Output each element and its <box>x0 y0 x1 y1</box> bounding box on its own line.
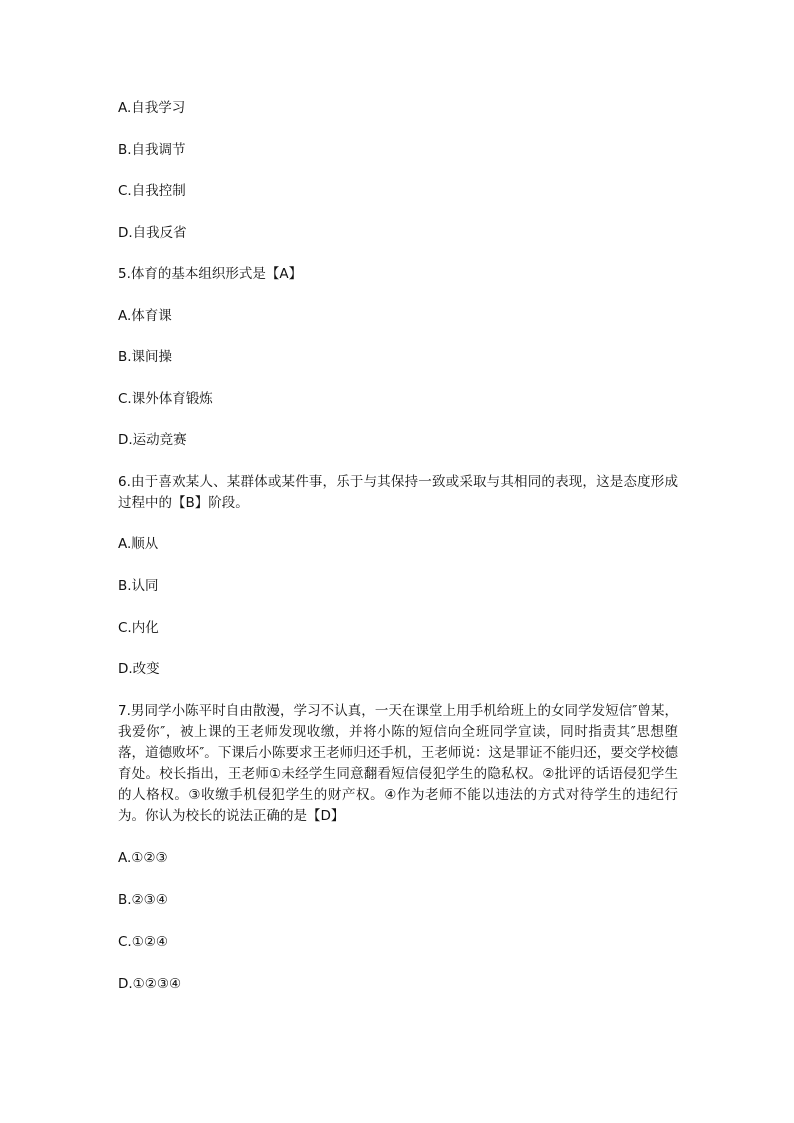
q6-option-d: D.改变 <box>118 661 160 677</box>
q6-option-c: C.内化 <box>118 620 159 636</box>
q7-option-d: D.①②③④ <box>118 976 182 992</box>
q4-option-c: C.自我控制 <box>118 183 186 199</box>
q7-option-a: A.①②③ <box>118 850 168 866</box>
q6-option-a: A.顺从 <box>118 536 159 552</box>
q7-option-b: B.②③④ <box>118 892 168 908</box>
q7-stem: 7.男同学小陈平时自由散漫，学习不认真，一天在课堂上用手机给班上的女同学发短信″曾某，我爱你″，被上课的王老师发现收缴，并将小陈的短信向全班同学宣读，同时指责其″思想堕落，道德败坏″。下课后小陈要求王老师归还手机，王老师说：这是罪证不能归还，要交学校德育处。校长指出，王老师①未经学生同意翻看短信侵犯学生的隐私权。②批评的话语侵犯学生的人格权。③收缴手机侵犯学生的财产权。④作为老师不能以违法的方式对待学生的违纪行为。你认为校长的说法正确的是【D】 <box>118 703 678 824</box>
q4-option-a: A.自我学习 <box>118 100 186 116</box>
q4-option-b: B.自我调节 <box>118 142 186 158</box>
q5-option-b: B.课间操 <box>118 349 173 365</box>
q5-stem: 5.体育的基本组织形式是【A】 <box>118 266 303 282</box>
q5-option-d: D.运动竞赛 <box>118 432 187 448</box>
q5-option-a: A.体育课 <box>118 308 172 324</box>
q5-option-c: C.课外体育锻炼 <box>118 391 213 407</box>
q6-stem: 6.由于喜欢某人、某群体或某件事，乐于与其保持一致或采取与其相同的表现，这是态度形成过程中的【B】阶段。 <box>118 474 678 511</box>
q6-option-b: B.认同 <box>118 578 159 594</box>
q7-option-c: C.①②④ <box>118 934 169 950</box>
q4-option-d: D.自我反省 <box>118 225 187 241</box>
